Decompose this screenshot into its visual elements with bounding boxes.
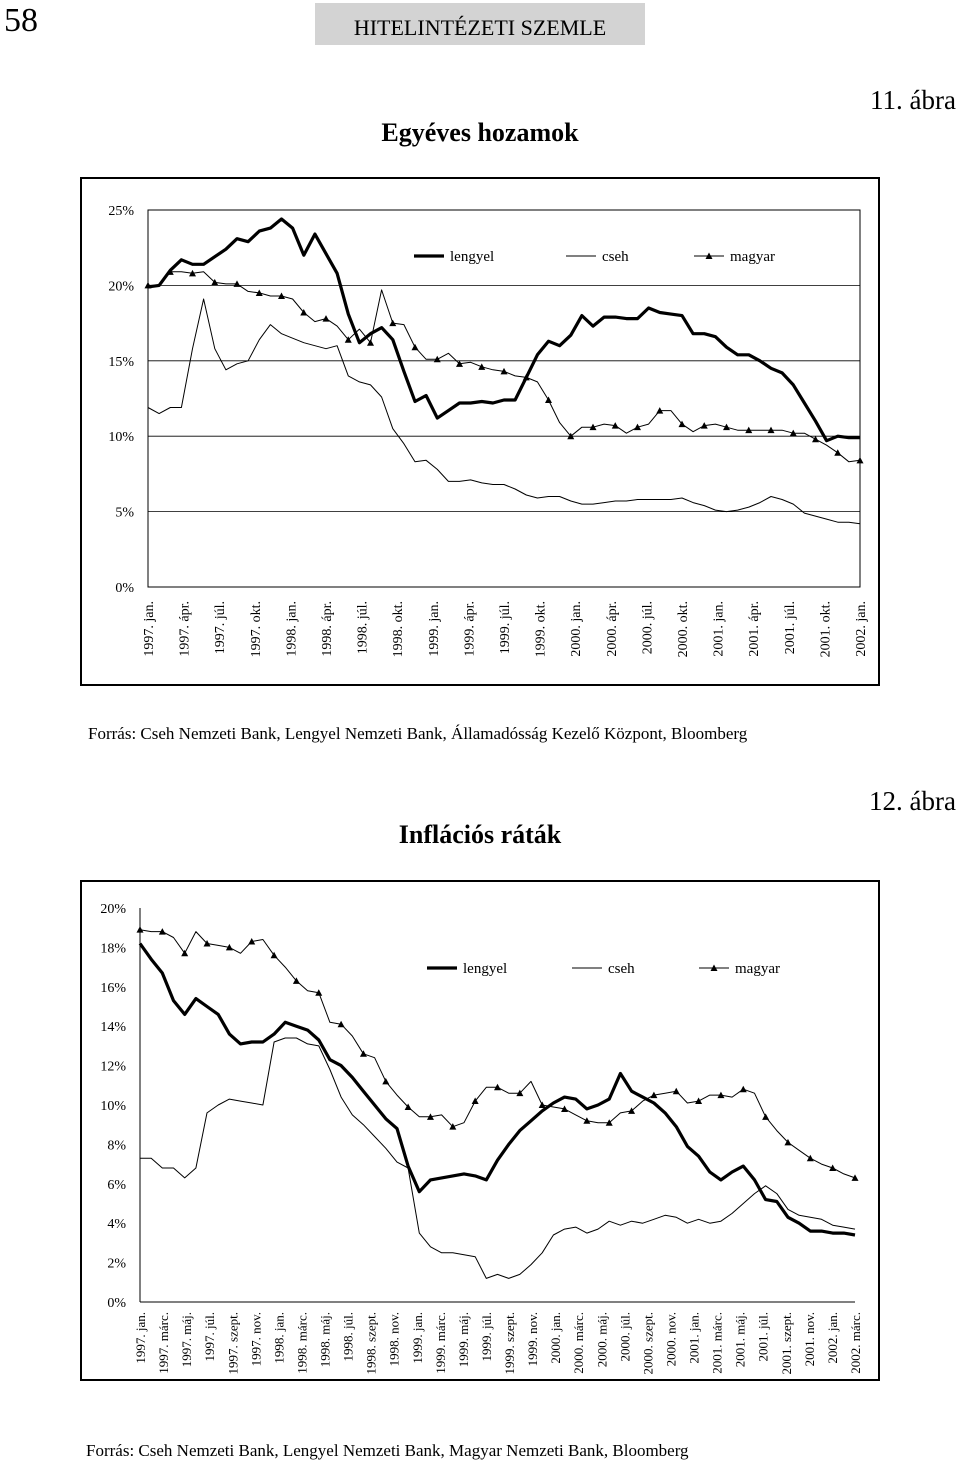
data-point-magyar bbox=[829, 1165, 836, 1172]
x-tick-label: 2000. okt. bbox=[676, 601, 691, 658]
data-point-magyar bbox=[323, 315, 330, 322]
figure-12-title: Inflációs ráták bbox=[398, 820, 562, 849]
series-line-magyar bbox=[148, 272, 860, 462]
x-tick-label: 1997. jan. bbox=[142, 601, 157, 657]
x-tick-label: 2001. szept. bbox=[778, 1312, 794, 1375]
x-tick-label: 2001. ápr. bbox=[747, 601, 763, 657]
x-tick-label: 2000. júl. bbox=[640, 601, 656, 655]
data-point-magyar bbox=[812, 436, 819, 443]
yield-chart bbox=[82, 179, 882, 688]
journal-title: HITELINTÉZETI SZEMLE bbox=[315, 3, 645, 45]
legend-label-cseh: cseh bbox=[602, 249, 629, 265]
x-tick-label: 1998. jan. bbox=[271, 1312, 287, 1364]
x-tick-label: 2001. nov. bbox=[801, 1312, 817, 1367]
data-point-magyar bbox=[539, 1102, 546, 1109]
x-tick-label: 1999. júl. bbox=[498, 601, 513, 655]
x-tick-label: 1997. okt. bbox=[248, 601, 264, 658]
data-point-magyar bbox=[137, 926, 144, 933]
legend-label-cseh: cseh bbox=[608, 961, 635, 977]
y-tick-label: 2% bbox=[107, 1256, 126, 1272]
x-tick-label: 1998. jan. bbox=[284, 601, 300, 657]
x-tick-label: 1998. júl. bbox=[355, 601, 371, 655]
data-point-magyar bbox=[673, 1088, 680, 1095]
figure-12-chart-frame bbox=[80, 880, 880, 1381]
x-tick-label: 1999. máj. bbox=[455, 1312, 471, 1368]
data-point-magyar bbox=[181, 950, 188, 957]
data-point-magyar bbox=[545, 397, 552, 404]
x-tick-label: 2000. ápr. bbox=[604, 601, 620, 657]
figure-11-label: 11. ábra bbox=[870, 85, 956, 115]
data-point-magyar bbox=[807, 1155, 814, 1162]
data-point-magyar bbox=[271, 952, 278, 959]
legend-label-magyar: magyar bbox=[730, 249, 775, 265]
x-tick-label: 1997. ápr. bbox=[177, 601, 193, 657]
x-tick-label: 2000. jan. bbox=[569, 601, 585, 657]
x-tick-label: 1997. máj. bbox=[179, 1312, 195, 1368]
data-point-magyar bbox=[583, 1117, 590, 1124]
series-line-cseh bbox=[148, 299, 860, 524]
x-tick-label: 1999. jan. bbox=[426, 601, 442, 657]
y-tick-label: 10% bbox=[100, 1099, 126, 1114]
x-tick-label: 2001. márc. bbox=[709, 1312, 725, 1374]
y-tick-label: 25% bbox=[108, 204, 134, 219]
x-tick-label: 1998. márc. bbox=[294, 1312, 310, 1374]
data-point-magyar bbox=[695, 1098, 702, 1105]
legend-label-lengyel: lengyel bbox=[463, 961, 508, 977]
x-tick-label: 1998. szept. bbox=[363, 1312, 379, 1375]
data-point-magyar bbox=[852, 1174, 859, 1181]
x-tick-label: 1999. nov. bbox=[525, 1312, 541, 1367]
legend-label-lengyel: lengyel bbox=[450, 249, 495, 265]
x-tick-label: 2000. máj. bbox=[594, 1312, 610, 1368]
inflation-chart bbox=[82, 882, 882, 1383]
data-point-magyar bbox=[834, 449, 841, 456]
y-tick-label: 18% bbox=[100, 941, 126, 957]
x-tick-label: 1999. jan. bbox=[409, 1312, 425, 1364]
x-tick-label: 1997. nov. bbox=[248, 1312, 264, 1367]
y-tick-label: 10% bbox=[108, 430, 134, 446]
x-tick-label: 2002. jan. bbox=[854, 601, 869, 657]
data-point-magyar bbox=[360, 1050, 367, 1057]
x-tick-label: 2000. szept. bbox=[640, 1312, 656, 1375]
legend-label-magyar: magyar bbox=[735, 961, 780, 977]
x-tick-label: 1999. júl. bbox=[478, 1312, 494, 1362]
data-point-magyar bbox=[478, 363, 485, 370]
y-tick-label: 20% bbox=[108, 279, 134, 295]
data-point-magyar bbox=[412, 344, 419, 351]
data-point-magyar bbox=[857, 457, 864, 464]
x-tick-label: 1998. nov. bbox=[386, 1312, 402, 1367]
data-point-magyar bbox=[382, 1078, 389, 1085]
x-tick-label: 1999. szept. bbox=[502, 1312, 518, 1375]
x-tick-label: 1997. szept. bbox=[225, 1312, 241, 1375]
figure-12-label: 12. ábra bbox=[869, 786, 956, 816]
x-tick-label: 1999. okt. bbox=[533, 601, 549, 658]
x-tick-label: 1999. ápr. bbox=[462, 601, 478, 657]
x-tick-label: 2001. jan. bbox=[686, 1312, 702, 1364]
x-tick-label: 1997. márc. bbox=[156, 1312, 172, 1374]
data-point-magyar bbox=[762, 1113, 769, 1120]
y-tick-label: 8% bbox=[107, 1138, 126, 1154]
x-tick-label: 2002. jan. bbox=[824, 1312, 840, 1364]
x-tick-label: 2001. máj. bbox=[732, 1312, 748, 1368]
x-tick-label: 1997. jan. bbox=[133, 1312, 148, 1364]
page-number: 58 bbox=[4, 2, 38, 39]
x-tick-label: 2001. júl. bbox=[755, 1312, 771, 1362]
y-tick-label: 0% bbox=[115, 581, 134, 596]
y-tick-label: 15% bbox=[108, 354, 134, 370]
x-tick-label: 1997. júl. bbox=[213, 601, 229, 655]
figure-12-source: Forrás: Cseh Nemzeti Bank, Lengyel Nemzeti Bank, Magyar Nemzeti Bank, Bloomberg bbox=[86, 1441, 689, 1460]
figure-11-chart-frame bbox=[80, 177, 880, 686]
figure-11-source: Forrás: Cseh Nemzeti Bank, Lengyel Nemzeti Bank, Államadósság Kezelő Központ, Bloomberg bbox=[88, 724, 748, 743]
y-tick-label: 4% bbox=[107, 1217, 126, 1233]
x-tick-label: 2001. okt. bbox=[818, 601, 834, 658]
y-tick-label: 5% bbox=[115, 505, 134, 521]
y-tick-label: 6% bbox=[107, 1177, 126, 1193]
y-tick-label: 14% bbox=[100, 1020, 126, 1036]
x-tick-label: 2000. nov. bbox=[663, 1312, 679, 1367]
y-tick-label: 12% bbox=[100, 1059, 126, 1075]
x-tick-label: 1998. júl. bbox=[340, 1312, 356, 1362]
x-tick-label: 1998. máj. bbox=[317, 1312, 333, 1368]
x-tick-label: 2000. márc. bbox=[571, 1312, 587, 1374]
figure-11-title: Egyéves hozamok bbox=[381, 118, 579, 147]
x-tick-label: 2001. jan. bbox=[711, 601, 727, 657]
x-tick-label: 2001. júl. bbox=[782, 601, 798, 655]
x-tick-label: 1999. márc. bbox=[432, 1312, 448, 1374]
x-tick-label: 1998. okt. bbox=[391, 601, 407, 658]
x-tick-label: 1998. ápr. bbox=[320, 601, 335, 657]
data-point-magyar bbox=[740, 1086, 747, 1093]
x-tick-label: 2000. jan. bbox=[548, 1312, 564, 1364]
x-tick-label: 2000. júl. bbox=[617, 1312, 633, 1362]
x-tick-label: 1997. júl. bbox=[202, 1312, 218, 1362]
data-point-magyar bbox=[389, 320, 396, 327]
y-tick-label: 16% bbox=[100, 980, 126, 996]
y-tick-label: 20% bbox=[100, 902, 126, 917]
x-tick-label: 2002. márc. bbox=[848, 1312, 863, 1374]
y-tick-label: 0% bbox=[107, 1296, 126, 1311]
